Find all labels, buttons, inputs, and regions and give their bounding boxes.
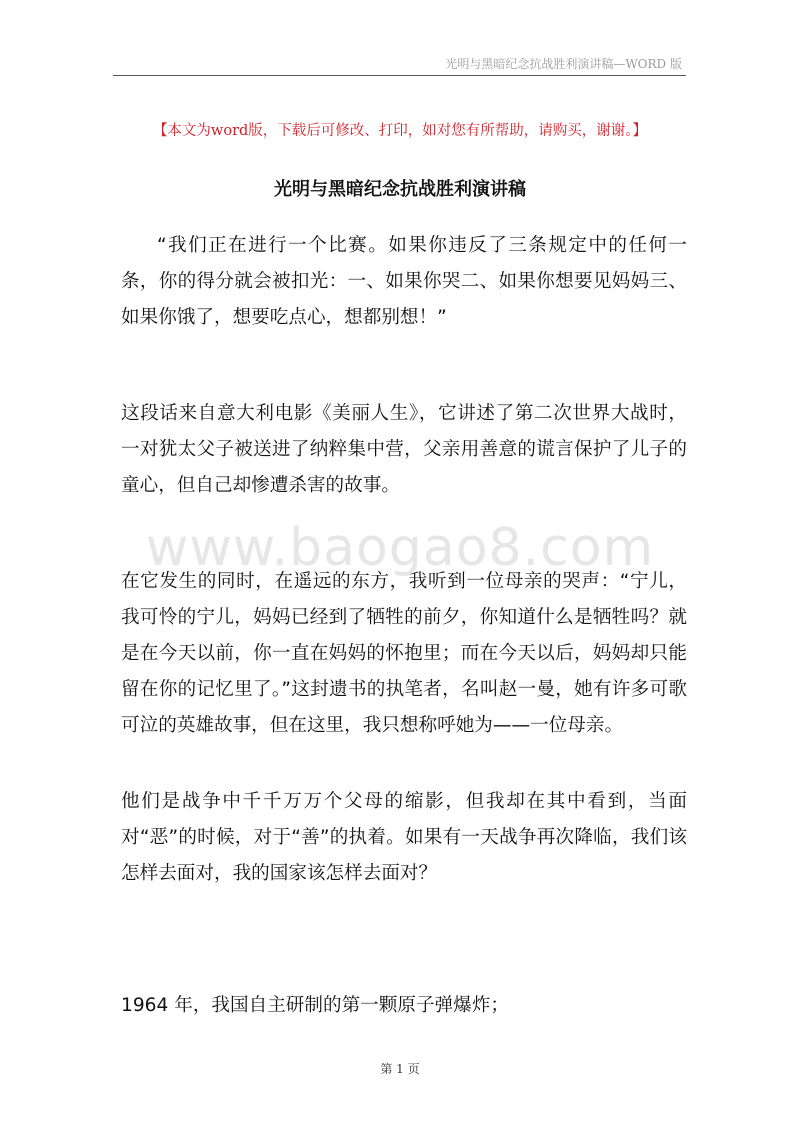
header-divider: [113, 75, 686, 76]
watermark: www.baogao8.com: [145, 518, 655, 578]
paragraph-4: 他们是战争中千千万万个父母的缩影，但我却在其中看到，当面对“恶”的时候，对于“善”的执着。如果有一天战争再次降临，我们该怎样去面对，我的国家该怎样去面对？: [121, 791, 687, 884]
document-title: 光明与黑暗纪念抗战胜利演讲稿: [274, 179, 526, 200]
paragraph-5: 1964 年，我国自主研制的第一颗原子弹爆炸；: [121, 995, 509, 1016]
paragraph-2: 这段话来自意大利电影《美丽人生》，它讲述了第二次世界大战时，一对犹太父子被送进了纳粹集中营，父亲用善意的谎言保护了儿子的童心，但自己却惨遭杀害的故事。: [121, 403, 687, 496]
running-header: 光明与黑暗纪念抗战胜利演讲稿—WORD 版: [445, 57, 682, 71]
paragraph-3: 在它发生的同时，在遥远的东方，我听到一位母亲的哭声：“宁儿，我可怜的宁儿，妈妈已经到了牺牲的前夕，你知道什么是牺牲吗？就是在今天以前，你一直在妈妈的怀抱里；而在今天以后，妈妈却只能留在你的记忆里了。”这封遗书的执笔者，名叫赵一曼，她有许多可歌可泣的英雄故事，但在这里，我只想称呼她为——一位母亲。: [121, 571, 687, 736]
paragraph-1: “我们正在进行一个比赛。如果你违反了三条规定中的任何一条，你的得分就会被扣光：一、如果你哭二、如果你想要见妈妈三、如果你饿了，想要吃点心，想都别想！”: [121, 235, 687, 328]
page-number: 第 1 页: [380, 1062, 420, 1076]
purchase-notice: 【本文为word版，下载后可修改、打印，如对您有所帮助，请购买，谢谢。】: [152, 123, 648, 139]
